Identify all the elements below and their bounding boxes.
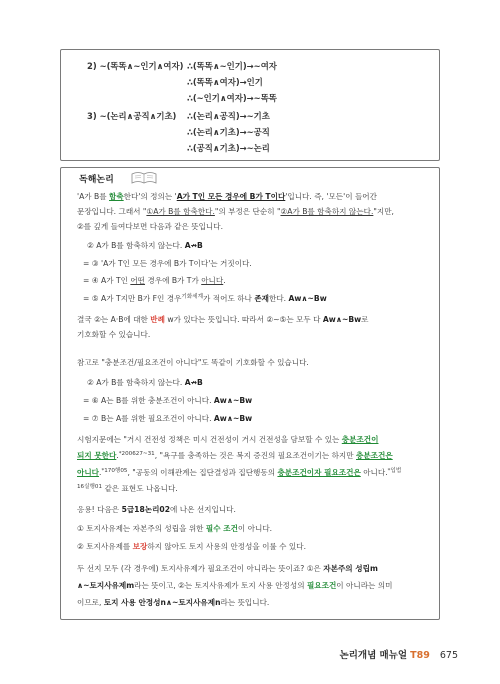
example-box — [60, 49, 440, 161]
para-1-line-3: ②를 깊게 들여다보면 다음과 같은 뜻입니다. — [77, 222, 223, 231]
option-2: ② 토지사유제를 보장하지 않아도 토지 사용의 안정성을 이룰 수 있다. — [77, 542, 307, 551]
para-6-line-2: ∧~토지사유제m라는 뜻이고, ②는 토지사유제가 토지 사용 안정성의 필요조건이 아니라는 의미 — [77, 581, 393, 590]
para-1-line-2: 문장입니다. 그래서 "①A가 B를 함축한다."의 부정은 단순히 "②A가 B를 함축하지 않는다."지만, — [77, 207, 394, 216]
row-3-left: 3) ~(논리∧공직∧기초) — [87, 111, 177, 121]
eq-2: = ③ 'A가 T인 모든 경우에 B가 T이다'는 거짓이다. — [83, 259, 252, 268]
eq-3: = ④ A가 T인 어떤 경우에 B가 T가 아니다. — [83, 276, 226, 285]
para-6-line-3: 이므로, 토지 사용 안정성n∧~토지사유제n라는 뜻입니다. — [77, 598, 270, 607]
book-title: 논리개념 매뉴얼 — [339, 650, 408, 661]
eq-4: = ⑤ A가 T지만 B가 F인 경우$^{기화세계}$가 적어도 하나 존재한다. Aw∧~Bw — [83, 294, 327, 303]
option-1: ① 토지사유제는 자본주의 성립을 위한 필수 조건이 아니다. — [77, 524, 273, 533]
row-3-right-3: ∴(공직∧기초)→~논리 — [187, 143, 270, 153]
para-2-line-1: 결국 ②는 A·B에 대한 반례 w가 있다는 뜻입니다. 따라서 ②~⑤는 모두 다 Aw∧~Bw로 — [77, 315, 369, 324]
row-2-right-3: ∴(~인기∧여자)→~똑똑 — [187, 93, 277, 103]
para-4-line-3: 아니다.$^{*170행05}$, "공동의 이해관계는 집단결성과 집단행동의 충분조건이자 필요조건은 아니다.$^{*입법}$ — [77, 468, 402, 477]
para-2-line-2: 기호화할 수 있습니다. — [77, 330, 151, 339]
open-book-icon — [131, 171, 157, 184]
page-footer — [340, 647, 458, 661]
row-3-right-2: ∴(논리∧기초)→~공직 — [187, 127, 270, 137]
para-3: 참고로 "충분조건/필요조건이 아니다"도 똑같이 기호화할 수 있습니다. — [77, 358, 309, 367]
para-4-line-2: 되지 못한다.$^{*200627\sim 31}$, "욕구를 충족하는 것은 복지 증진의 필요조건이기는 하지만 충분조건은 — [77, 451, 393, 460]
para-6-line-1: 두 선지 모두 (각 경우에) 토지사유제가 필요조건이 아니라는 뜻이죠? ①은 자본주의 성립m — [77, 564, 378, 573]
reading-logic-box — [60, 167, 440, 620]
row-2-left: 2) ~(똑똑∧~인기∧여자) — [87, 61, 184, 71]
section-title: 독해논리 — [79, 175, 114, 185]
para-1-line-1: 'A가 B를 함축한다'의 정의는 'A가 T인 모든 경우에 B가 T이다'입니다. 즉, '모든'이 들어간 — [77, 192, 377, 201]
para-4-line-1: 시험지문에는 "거시 건전성 정책은 미시 건전성이 거시 건전성을 담보할 수 있는 충분조건이 — [77, 435, 379, 444]
eq2-3: = ⑦ B는 A를 위한 필요조건이 아니다. Aw∧~Bw — [83, 414, 253, 423]
para-4-line-4: $^{16실행01}$ 같은 표현도 나옵니다. — [77, 484, 178, 493]
eq2-2: = ⑥ A는 B를 위한 충분조건이 아니다. Aw∧~Bw — [83, 396, 253, 405]
eq2-1: ② A가 B를 함축하지 않는다. A↛B — [87, 378, 203, 387]
eq-1: ② A가 B를 함축하지 않는다. A↛B — [87, 241, 203, 250]
section-code: T89 — [410, 650, 430, 661]
para-5: 응용! 다음은 5급18논리02에 나온 선지입니다. — [77, 505, 236, 514]
row-2-right-1: ∴(똑똑∧~인기)→~여자 — [187, 61, 277, 71]
page-number: 675 — [439, 650, 458, 661]
row-2-right-2: ∴(똑똑∧여자)→인기 — [187, 77, 263, 87]
row-3-right-1: ∴(논리∧공직)→~기초 — [187, 111, 270, 121]
